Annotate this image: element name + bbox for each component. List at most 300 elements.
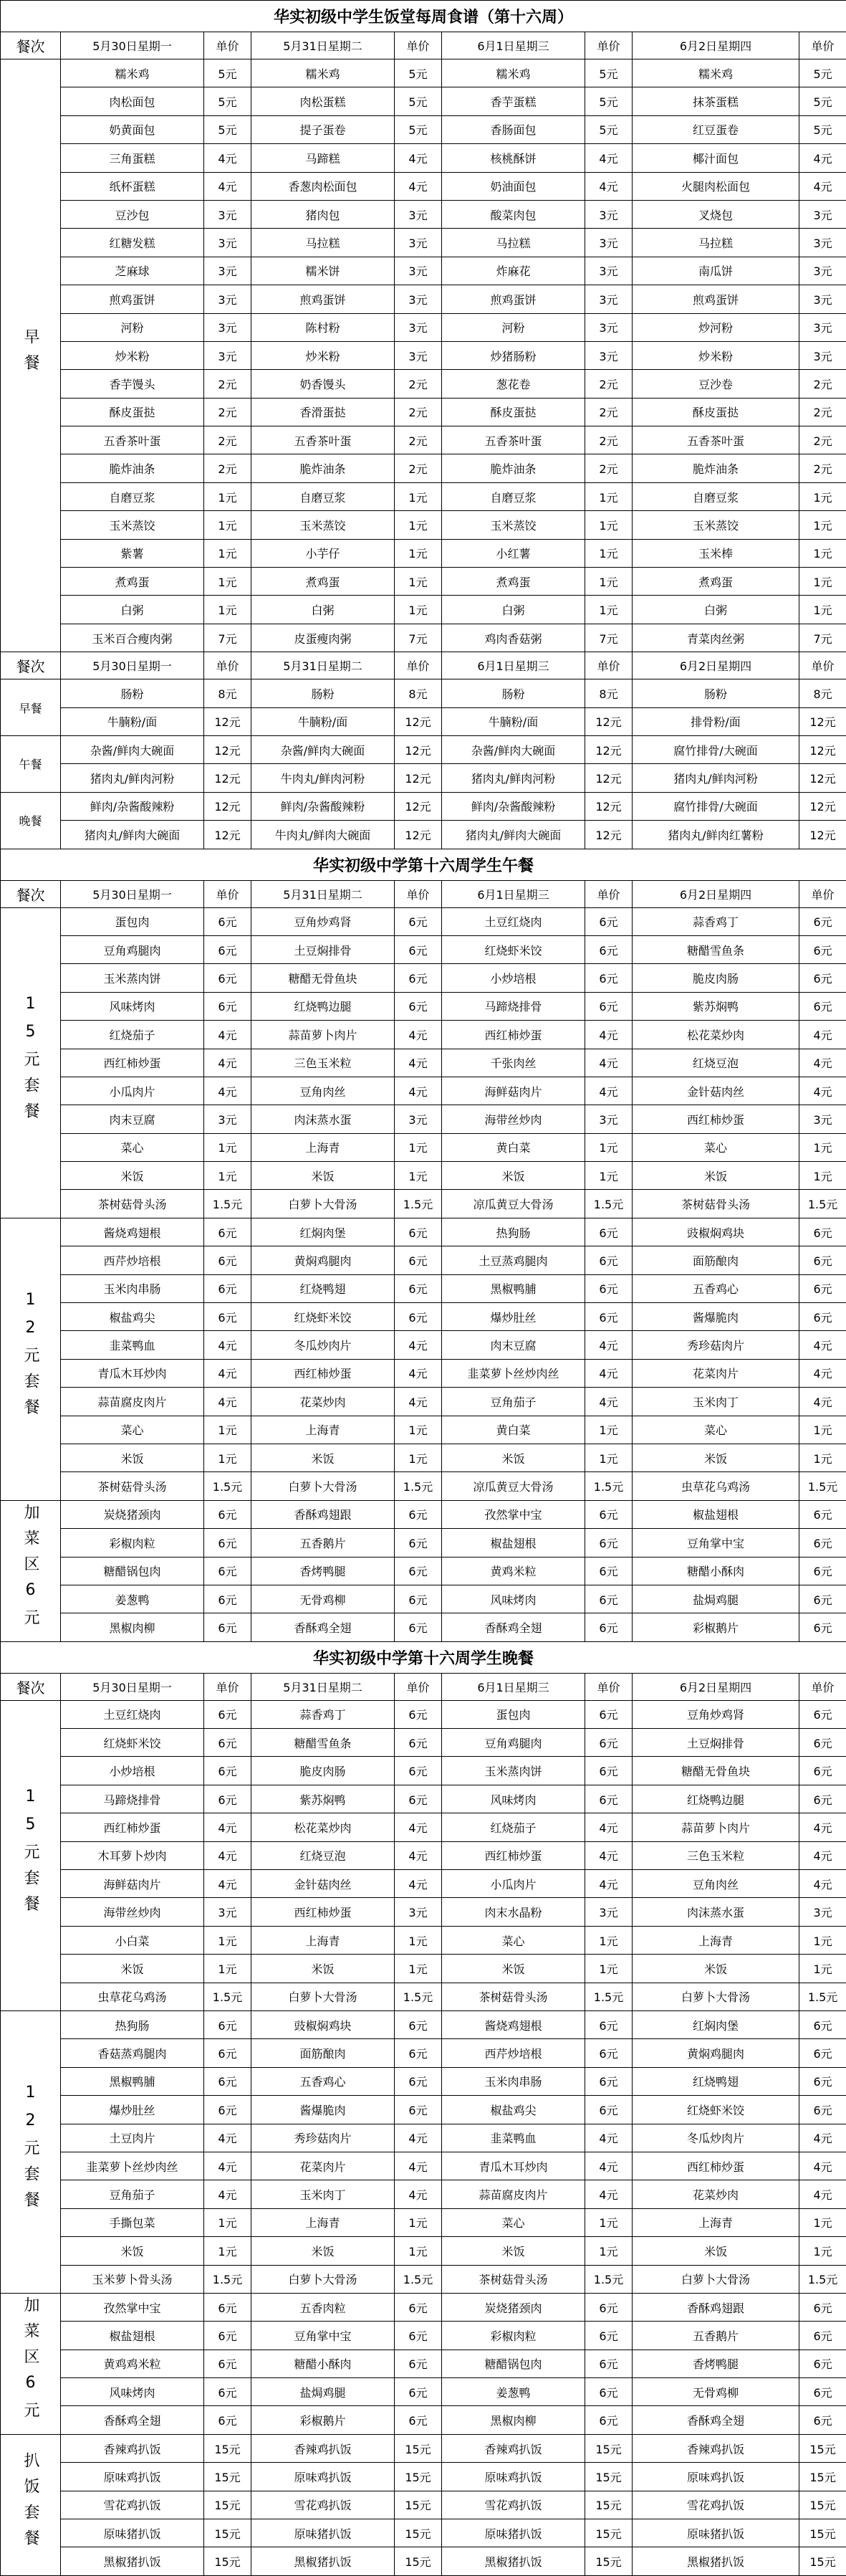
dish-price: 1元 [204,1955,251,1983]
dish-name: 玉米棒 [633,539,799,567]
dish-name: 红烧鸭边腿 [251,992,395,1020]
dish-name: 海鲜菇肉片 [61,1870,204,1898]
dish-price: 4元 [585,1359,633,1387]
dish-name: 雪花鸡扒饭 [251,2491,395,2519]
dish-price: 1元 [799,1162,846,1190]
dish-price: 1元 [585,1955,633,1983]
dish-name: 菜心 [61,1416,204,1444]
dish-price: 6元 [799,2039,846,2067]
dish-name: 米饭 [251,1444,395,1471]
menu-row [1,370,846,398]
dish-price: 15元 [395,2434,442,2462]
dish-price: 1元 [585,596,633,624]
dish-price: 3元 [204,200,251,228]
dish-name: 红烧鸭边腿 [633,1785,799,1813]
dish-price: 6元 [799,2378,846,2406]
dish-name: 煎鸡蛋饼 [633,285,799,313]
dish-price: 6元 [204,964,251,992]
dish-name: 猪肉丸/鲜肉河粉 [61,764,204,792]
dish-name: 原味鸡扒饭 [442,2463,585,2491]
menu-row [1,2406,846,2434]
dish-name: 风味烤肉 [61,2378,204,2406]
dish-price: 1元 [395,596,442,624]
dish-price: 4元 [395,1021,442,1049]
dish-name: 炒米粉 [61,341,204,369]
dish-price: 4元 [585,2124,633,2152]
dish-price: 1.5元 [799,2265,846,2293]
dish-price: 2元 [799,454,846,482]
dish-price: 6元 [204,935,251,963]
dish-price: 15元 [395,2491,442,2519]
dish-price: 1.5元 [799,1983,846,2010]
dish-name: 牛腩粉/面 [442,707,585,735]
dish-price: 4元 [585,172,633,200]
day-header: 5月30日星期一 [61,652,204,679]
dish-price: 1元 [395,568,442,596]
dish-price: 6元 [204,2067,251,2095]
day-header: 5月31日星期二 [251,880,395,907]
dish-price: 2元 [799,426,846,454]
dish-name: 豆角掌中宝 [251,2322,395,2350]
dish-price: 1.5元 [204,1983,251,2010]
menu-row [1,1105,846,1133]
dish-price: 7元 [204,624,251,652]
dish-price: 6元 [799,1757,846,1785]
dish-name: 脆皮肉肠 [251,1757,395,1785]
dish-price: 3元 [799,341,846,369]
dish-price: 4元 [799,2124,846,2152]
dish-price: 6元 [204,1218,251,1246]
dish-name: 风味烤肉 [442,1785,585,1813]
dish-price: 5元 [395,59,442,87]
dish-price: 12元 [204,764,251,792]
menu-row [1,2463,846,2491]
dish-name: 米饭 [61,1444,204,1471]
dish-price: 4元 [799,1359,846,1387]
dish-name: 炒猪肠粉 [442,341,585,369]
meal-category-cell [1,907,61,1218]
dish-price: 15元 [585,2434,633,2462]
dish-price: 6元 [799,935,846,963]
dish-name: 豉椒焖鸡块 [633,1218,799,1246]
dish-name: 韭菜萝卜丝炒肉丝 [61,2152,204,2180]
dish-price: 15元 [204,2463,251,2491]
dish-name: 茶树菇骨头汤 [61,1472,204,1500]
dish-name: 玉米蒸饺 [633,511,799,539]
dish-price: 4元 [204,2124,251,2152]
dish-price: 12元 [585,735,633,763]
dish-price: 1.5元 [585,1190,633,1218]
menu-row [1,1218,846,1246]
dish-price: 6元 [204,1274,251,1302]
dish-name: 米饭 [633,1444,799,1471]
dish-name: 黄白菜 [442,1416,585,1444]
meal-header: 餐次 [1,880,61,907]
dish-name: 红烧豆泡 [251,1841,395,1869]
dish-price: 6元 [585,1785,633,1813]
dish-price: 6元 [204,2322,251,2350]
dish-price: 4元 [585,1841,633,1869]
menu-row [1,907,846,935]
dish-name: 雪花鸡扒饭 [633,2491,799,2519]
dish-name: 米饭 [633,1955,799,1983]
dish-price: 6元 [204,907,251,935]
dish-name: 红烧豆泡 [633,1049,799,1077]
dish-price: 6元 [585,1585,633,1613]
dish-name: 姜葱鸭 [442,2378,585,2406]
dish-name: 杂酱/鲜肉大碗面 [251,735,395,763]
dish-name: 上海青 [251,1133,395,1161]
dish-name: 酥皮蛋挞 [442,398,585,426]
dish-price: 6元 [395,2322,442,2350]
dish-name: 豆角茄子 [442,1388,585,1416]
dish-name: 南瓜饼 [633,257,799,285]
dish-name: 玉米蒸饺 [442,511,585,539]
dish-price: 4元 [799,1049,846,1077]
dish-price: 6元 [585,907,633,935]
dish-price: 6元 [395,2406,442,2434]
price-header: 单价 [799,652,846,679]
dish-name: 糖醋小酥肉 [633,1557,799,1585]
dish-name: 豆角肉丝 [251,1077,395,1105]
dish-price: 1元 [799,539,846,567]
dish-name: 韭菜鸭血 [442,2124,585,2152]
dish-price: 6元 [395,935,442,963]
day-header: 5月31日星期二 [251,32,395,59]
dish-name: 彩椒肉粒 [442,2322,585,2350]
dish-name: 排骨粉/面 [633,707,799,735]
dish-name: 糖醋雪鱼条 [251,1729,395,1757]
dish-price: 6元 [395,907,442,935]
menu-row [1,1021,846,1049]
dish-price: 3元 [585,1105,633,1133]
dish-name: 肠粉 [251,679,395,707]
dish-price: 1元 [204,1926,251,1954]
dish-name: 五香肉粒 [251,2293,395,2321]
dish-name: 米饭 [442,2237,585,2265]
dish-name: 香酥鸡翅跟 [251,1500,395,1528]
dish-name: 五香茶叶蛋 [61,426,204,454]
dish-price: 1元 [799,568,846,596]
menu-row [1,87,846,115]
dish-price: 6元 [585,1500,633,1528]
menu-row [1,2434,846,2462]
dish-price: 6元 [395,1757,442,1785]
menu-row [1,2152,846,2180]
dish-name: 香酥鸡全翅 [251,1613,395,1641]
dish-name: 海带丝炒肉 [61,1898,204,1926]
dish-price: 6元 [799,1700,846,1728]
dish-price: 6元 [799,2350,846,2377]
dish-price: 6元 [585,2293,633,2321]
price-header: 单价 [799,1673,846,1700]
dish-name: 香辣鸡扒饭 [251,2434,395,2462]
dish-name: 鲜肉/杂酱酸辣粉 [251,792,395,820]
dish-price: 4元 [585,144,633,172]
dish-name: 原味鸡扒饭 [61,2463,204,2491]
dish-name: 脆炸油条 [61,454,204,482]
dish-price: 4元 [395,1841,442,1869]
dish-name: 茶树菇骨头汤 [61,1190,204,1218]
menu-row [1,313,846,341]
dish-price: 3元 [585,285,633,313]
dish-name: 自磨豆浆 [442,482,585,510]
dish-price: 5元 [204,87,251,115]
dish-price: 7元 [799,624,846,652]
dish-price: 6元 [395,992,442,1020]
dish-name: 白萝卜大骨汤 [251,2265,395,2293]
dish-price: 6元 [799,1613,846,1641]
dish-price: 15元 [395,2519,442,2547]
menu-row [1,1303,846,1331]
dish-price: 1元 [585,1133,633,1161]
dish-price: 4元 [395,1813,442,1841]
menu-row [1,398,846,426]
dish-name: 河粉 [442,313,585,341]
dish-price: 15元 [585,2463,633,2491]
dish-price: 12元 [799,792,846,820]
menu-row [1,2547,846,2575]
dish-name: 香辣鸡扒饭 [61,2434,204,2462]
menu-row [1,1077,846,1105]
dish-price: 6元 [799,1274,846,1302]
menu-row [1,2124,846,2152]
dish-price: 4元 [799,1870,846,1898]
dish-price: 6元 [585,1757,633,1785]
dish-price: 1元 [585,539,633,567]
dish-price: 4元 [395,1870,442,1898]
dish-name: 盐焗鸡腿 [251,2378,395,2406]
dish-price: 6元 [204,2096,251,2124]
dish-name: 糖醋无骨鱼块 [251,964,395,992]
dish-price: 6元 [799,1246,846,1274]
dish-name: 五香茶叶蛋 [633,426,799,454]
dish-name: 米饭 [442,1162,585,1190]
dish-name: 香烤鸭腿 [251,1557,395,1585]
menu-row [1,935,846,963]
meal-category-cell [1,2434,61,2575]
dish-price: 1.5元 [395,1472,442,1500]
dish-name: 盐焗鸡腿 [633,1585,799,1613]
dish-name: 香芋蛋糕 [442,87,585,115]
dish-price: 3元 [585,1898,633,1926]
dish-price: 2元 [204,370,251,398]
dish-name: 芝麻球 [61,257,204,285]
dish-price: 6元 [204,1757,251,1785]
dish-price: 3元 [799,1105,846,1133]
dish-name: 原味猪扒饭 [442,2519,585,2547]
dish-name: 香辣鸡扒饭 [442,2434,585,2462]
dish-price: 15元 [585,2547,633,2575]
dish-price: 4元 [395,172,442,200]
dish-price: 6元 [585,1529,633,1557]
dish-name: 西红柿炒蛋 [61,1813,204,1841]
dish-name: 西红柿炒蛋 [251,1359,395,1387]
dish-name: 黑椒猪扒饭 [61,2547,204,2575]
dish-price: 4元 [395,2124,442,2152]
dish-price: 3元 [799,285,846,313]
dish-name: 白萝卜大骨汤 [251,1472,395,1500]
dish-price: 3元 [799,200,846,228]
dish-price: 1元 [799,596,846,624]
meal-category-cell [1,792,61,849]
dish-name: 白萝卜大骨汤 [251,1190,395,1218]
dish-price: 12元 [799,707,846,735]
dish-name: 蛋包肉 [61,907,204,935]
day-header: 5月30日星期一 [61,880,204,907]
dish-name: 千张肉丝 [442,1049,585,1077]
dish-name: 凉瓜黄豆大骨汤 [442,1190,585,1218]
dish-name: 土豆焖排骨 [251,935,395,963]
dish-name: 猪肉丸/鲜肉大碗面 [442,821,585,849]
dish-name: 米饭 [61,1162,204,1190]
dish-price: 6元 [395,1500,442,1528]
meal-header: 餐次 [1,652,61,679]
dish-price: 5元 [585,87,633,115]
dish-price: 15元 [585,2519,633,2547]
dish-price: 4元 [585,1331,633,1359]
dish-price: 12元 [799,735,846,763]
dish-name: 脆炸油条 [633,454,799,482]
dish-name: 米饭 [251,1955,395,1983]
dish-name: 糖醋雪鱼条 [633,935,799,963]
meal-category: 15元套餐 [19,995,42,1128]
dish-name: 红烧茄子 [61,1021,204,1049]
menu-row [1,1162,846,1190]
dish-name: 无骨鸡柳 [633,2378,799,2406]
meal-header: 餐次 [1,32,61,59]
dish-name: 青菜肉丝粥 [633,624,799,652]
dish-name: 白粥 [442,596,585,624]
dish-price: 4元 [395,1388,442,1416]
dish-name: 煮鸡蛋 [61,568,204,596]
dish-price: 2元 [585,426,633,454]
dish-price: 1元 [395,511,442,539]
day-header: 6月2日星期四 [633,652,799,679]
dish-price: 6元 [395,2011,442,2039]
meal-category: 晚餐 [19,814,42,828]
dish-name: 蛋包肉 [442,1700,585,1728]
dish-price: 3元 [395,341,442,369]
dish-name: 肉沫蒸水蛋 [251,1105,395,1133]
dish-name: 豆角炒鸡肾 [633,1700,799,1728]
dish-name: 红烧虾米饺 [251,1303,395,1331]
menu-row [1,1190,846,1218]
dish-price: 12元 [585,707,633,735]
day-header: 6月1日星期三 [442,652,585,679]
dish-name: 红烧虾米饺 [633,2096,799,2124]
dish-price: 5元 [585,115,633,143]
dish-name: 酥皮蛋挞 [633,398,799,426]
dish-name: 松花菜炒肉 [633,1021,799,1049]
menu-row [1,1870,846,1898]
dish-price: 1元 [585,1444,633,1471]
dish-price: 4元 [395,1331,442,1359]
dish-price: 6元 [799,1218,846,1246]
dish-name: 菜心 [633,1133,799,1161]
dish-price: 5元 [204,115,251,143]
dish-name: 小白菜 [61,1926,204,1954]
price-header: 单价 [395,32,442,59]
dish-name: 马拉糕 [442,229,585,257]
dish-price: 3元 [204,257,251,285]
dish-price: 6元 [204,1557,251,1585]
dish-price: 5元 [585,59,633,87]
dish-name: 紫苏焖鸭 [251,1785,395,1813]
dish-price: 6元 [585,1303,633,1331]
dish-name: 炸麻花 [442,257,585,285]
dish-name: 牛肉丸/鲜肉河粉 [251,764,395,792]
dish-name: 腐竹排骨/大碗面 [633,792,799,820]
menu-row [1,2039,846,2067]
meal-header: 餐次 [1,1673,61,1700]
menu-row [1,341,846,369]
day-header: 5月30日星期一 [61,1673,204,1700]
dish-name: 牛腩粉/面 [61,707,204,735]
dish-name: 皮蛋瘦肉粥 [251,624,395,652]
dish-price: 12元 [204,821,251,849]
dish-name: 白粥 [61,596,204,624]
dish-price: 6元 [585,2011,633,2039]
dish-price: 1元 [585,482,633,510]
dish-price: 4元 [585,2152,633,2180]
price-header: 单价 [799,32,846,59]
menu-row [1,2011,846,2039]
dish-price: 6元 [395,1218,442,1246]
dish-name: 奶黄面包 [61,115,204,143]
dish-price: 15元 [204,2434,251,2462]
dish-price: 6元 [204,1729,251,1757]
dish-price: 3元 [395,229,442,257]
dish-price: 1.5元 [799,1190,846,1218]
dish-price: 6元 [395,1585,442,1613]
dish-price: 4元 [204,1388,251,1416]
dish-price: 15元 [799,2491,846,2519]
menu-row [1,1729,846,1757]
dish-price: 6元 [395,1729,442,1757]
dish-price: 15元 [204,2519,251,2547]
dish-price: 6元 [395,2039,442,2067]
dish-price: 6元 [395,1700,442,1728]
dish-price: 1元 [799,1133,846,1161]
meal-category: 早餐 [19,702,42,715]
dish-name: 马蹄烧排骨 [61,1785,204,1813]
dish-price: 4元 [395,1077,442,1105]
dish-price: 15元 [799,2463,846,2491]
dish-name: 糯米鸡 [633,59,799,87]
dish-price: 5元 [799,59,846,87]
dish-price: 4元 [395,1359,442,1387]
dish-price: 12元 [395,821,442,849]
menu-row [1,2237,846,2265]
dish-price: 6元 [204,1585,251,1613]
dish-name: 热狗肠 [442,1218,585,1246]
dish-name: 西红柿炒蛋 [442,1841,585,1869]
dish-price: 12元 [204,792,251,820]
dish-name: 红烧鸭翅 [251,1274,395,1302]
dish-name: 煎鸡蛋饼 [251,285,395,313]
dish-price: 1元 [204,539,251,567]
dish-price: 3元 [799,229,846,257]
dish-name: 紫苏焖鸭 [633,992,799,1020]
menu-row [1,144,846,172]
dish-price: 4元 [585,1049,633,1077]
dish-price: 4元 [799,1021,846,1049]
menu-row [1,707,846,735]
dish-price: 6元 [799,907,846,935]
day-header: 6月1日星期三 [442,32,585,59]
dish-name: 黄焖鸡腿肉 [251,1246,395,1274]
